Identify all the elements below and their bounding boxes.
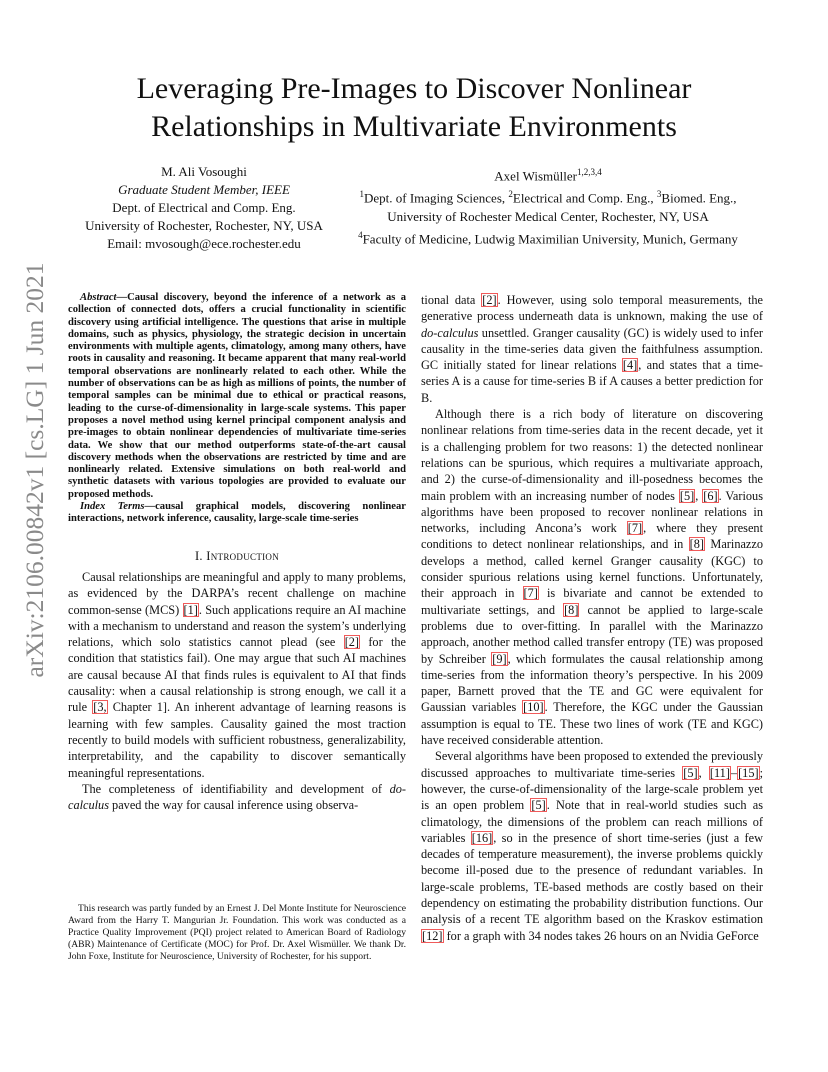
emphasis: do-calculus: [421, 325, 479, 340]
citation-link[interactable]: [3,: [93, 700, 107, 715]
author-dept: Dept. of Electrical and Comp. Eng.: [112, 200, 296, 215]
citation-link[interactable]: [11]: [709, 765, 730, 780]
funding-footnote: This research was partly funded by an Ernest J. Del Monte Institute for Neuroscience Award from the Harry T. Mangurian Jr. Foundation. This work was conducted as a Practice Quality Improvement (PQI) project related to American Board of Radiology (ABR) Maintenance of Certificate (MOC) for Prof. Dr. Axel Wismüller. We thank Dr. John Foxe, Institute for Neuroscience, University of Rochester, for his support.: [68, 903, 406, 963]
citation-link[interactable]: [2]: [482, 293, 497, 307]
abstract-label: Abstract: [80, 292, 117, 303]
text-run: Although there is a rich body of literature on discovering nonlinear relations from time-series data in the recent decade, yet it is a challenging problem for two reasons: 1) the detected nonlinear relations can be spurious, which requires a multivariate approach, and 2) the curse-of-dimensionality and ill-posedness becomes the main problem with an increasing number of nodes: [421, 407, 763, 503]
author-univ: University of Rochester, Rochester, NY, USA: [85, 218, 323, 233]
citation-link[interactable]: [4]: [622, 358, 638, 373]
text-run: . Note that in real-world studies such as climatology, the dimensions of the problem can reach millions of variables: [421, 798, 763, 845]
citation-link[interactable]: [5]: [679, 488, 695, 503]
text-run: , where they present conditions to detect nonlinear relationships, and in: [421, 521, 763, 552]
abstract: [68, 292, 406, 501]
text-run: cannot be applied to large-scale problems due to over-fitting. In parallel with the Marinazzo approach, another method called transfer entropy (TE) was proposed by Schreiber: [421, 602, 763, 666]
citation-link[interactable]: [16]: [471, 830, 493, 845]
right-paragraph-1: [421, 292, 763, 406]
text-run: unsettled. Granger causality (GC) is widely used to infer causality in the time-series data given the faithfulness assumption. GC initially stated for linear relations: [421, 325, 763, 373]
emphasis: do-calculus: [68, 781, 406, 813]
text-run: Several algorithms have been proposed to extended the previously discussed approaches to multivariate time-series: [421, 749, 763, 780]
index-terms-text: —causal graphical models, discovering nonlinear interactions, network inference, causality, large-scale time-series: [68, 501, 406, 525]
citation-link[interactable]: [6]: [703, 488, 718, 503]
author-name: Axel Wismüller$^{1,2,3,4}$: [494, 167, 602, 184]
paper-title: [40, 70, 788, 146]
affiliation-line-2: University of Rochester Medical Center, Rochester, NY, USA: [387, 208, 709, 224]
text-run: Chapter 1]. An inherent advantage of learning reasons is learning with few samples. Causality gained the most traction recently to build models with sufficient robustness, generalizability, interpretability, and the capability to discover semantically meaningful representations.: [68, 700, 406, 780]
title-line-2: Relationships in Multivariate Environments: [151, 110, 677, 143]
author-name: M. Ali Vosoughi: [161, 164, 247, 179]
citation-link[interactable]: [5]: [531, 798, 546, 813]
text-run: . However, using solo temporal measurements, the generative process underneath data is unknown, making the use of: [421, 293, 763, 324]
affiliation-line-1: $^1$Dept. of Imaging Sciences, $^2$Electrical and Comp. Eng., $^3$Biomed. Eng.,: [359, 189, 737, 206]
arxiv-identifier: arXiv:2106.00842v1 [cs.LG] 1 Jun 2021: [20, 262, 49, 678]
citation-link[interactable]: [7]: [523, 586, 538, 601]
text-run: for a graph with 34 nodes takes 26 hours on an Nvidia GeForce: [443, 928, 759, 943]
abstract-text: —Causal discovery, beyond the inference of a network as a collection of connected dots, offers a crucial functionality in scientific discovery using artificial intelligence. The questions that arise in multiple domains, such as physics, physiology, the strategic decision in uncertain environments with multiple agents, climatology, among many others, have roots in causality and reasoning. It became apparent that many real-world temporal observations are nonlinearly related to each other. While the number of observations can be as high as millions of points, the number of temporal samples can be minimal due to ethical or practical reasons, leading to the curse-of-dimensionality in large-scale systems. This paper proposes a novel method using kernel principal component analysis and pre-images to obtain nonlinear dependencies of multivariate time-series data. We show that our method outperforms state-of-the-art causal discovery methods when the observations are restricted by time and are nonlinearly related. Extensive simulations on both real-world and synthetic datasets with various topologies are provided to evaluate our proposed methods.: [68, 292, 406, 500]
index-terms: [68, 501, 406, 526]
title-line-1: Leveraging Pre-Images to Discover Nonlinear: [136, 72, 692, 105]
text-run: ,: [695, 488, 703, 503]
author-role: Graduate Student Member, IEEE: [118, 182, 290, 197]
citation-link[interactable]: [1]: [183, 602, 198, 617]
text-run: paved the way for causal inference using observa-: [108, 798, 359, 813]
citation-link[interactable]: [12]: [422, 928, 443, 943]
citation-link[interactable]: [9]: [492, 651, 507, 666]
citation-link[interactable]: [7]: [627, 521, 643, 536]
index-terms-label: Index Terms: [80, 501, 145, 513]
citation-link[interactable]: [5]: [683, 765, 698, 780]
text-run: , which formulates the causal relationship among time-series from the information theory’s perspective. In his 2009 paper, Barnett proved that the TE and GC were equivalent for Gaussian variables: [421, 651, 763, 715]
citation-link[interactable]: [10]: [523, 700, 544, 715]
text-run: is bivariate and cannot be extended to multivariate settings, and: [421, 586, 764, 617]
text-run: ; however, the curse-of-dimensionality of the large-scale problem yet is an open problem: [421, 765, 763, 813]
text-run: Causal relationships are meaningful and apply to many problems, as evidenced by the DARPA’s recent challenge on machine common-sense (MCS): [68, 569, 406, 617]
text-run: tional data: [421, 293, 482, 307]
text-run: . Various algorithms have been proposed to recover nonlinear relations in networks, including Ancona’s work: [421, 488, 763, 536]
author-block-2: [338, 163, 758, 248]
intro-paragraph-2: [68, 781, 406, 814]
text-run: . Therefore, the KGC under the Gaussian assumption is equal to TE. These two lines of work (TE and KGC) have received considerable attention.: [421, 700, 763, 748]
text-run: –: [730, 765, 738, 780]
citation-link[interactable]: [8]: [564, 602, 579, 617]
citation-link[interactable]: [15]: [738, 765, 759, 780]
text-run: Marinazzo develops a method, called kernel Granger causality (KGC) to consider spurious relations using kernel functions. Unfortunately, their approach in: [421, 537, 763, 601]
intro-paragraph-1: [68, 569, 406, 781]
citation-link[interactable]: [2]: [344, 635, 360, 650]
right-paragraph-3: [421, 748, 763, 944]
author-block-1: [70, 163, 338, 253]
text-run: . Such applications require an AI machine with a mechanism to understand and reason the system’s underlying relations, which solo statistics cannot plead (see: [68, 602, 406, 650]
right-column: [421, 292, 763, 944]
text-run: , and states that a time-series A is a cause for time-series B if A causes a better prediction for B.: [421, 358, 763, 405]
text-run: The completeness of identifiability and development of: [82, 781, 390, 796]
text-run: for the condition that statistics fail). One may argue that such AI machines are causal because AI that finds rules is equivalent to AI that finds causality: when a causal relationship is strong enough, we call it a rule: [68, 635, 407, 715]
right-paragraph-2: [421, 406, 763, 748]
text-run: ,: [698, 765, 709, 780]
citation-link[interactable]: [8]: [689, 537, 705, 552]
text-run: , so in the presence of short time-series (just a few decades of temperature measurement), the inverse problems quickly become ill-posed due to the presence of redundant variables. In large-scale problems, TE-based methods are costly based on their dependency on estimating the probability distribution functions. Our analysis of a recent TE algorithm based on the Kraskov estimation: [421, 830, 763, 927]
author-email: Email: mvosough@ece.rochester.edu: [107, 236, 301, 251]
left-column: [68, 292, 406, 813]
affiliation-line-3: $^4$Faculty of Medicine, Ludwig Maximilian University, Munich, Germany: [358, 229, 738, 246]
section-heading-introduction: I. Introduction: [194, 548, 280, 563]
